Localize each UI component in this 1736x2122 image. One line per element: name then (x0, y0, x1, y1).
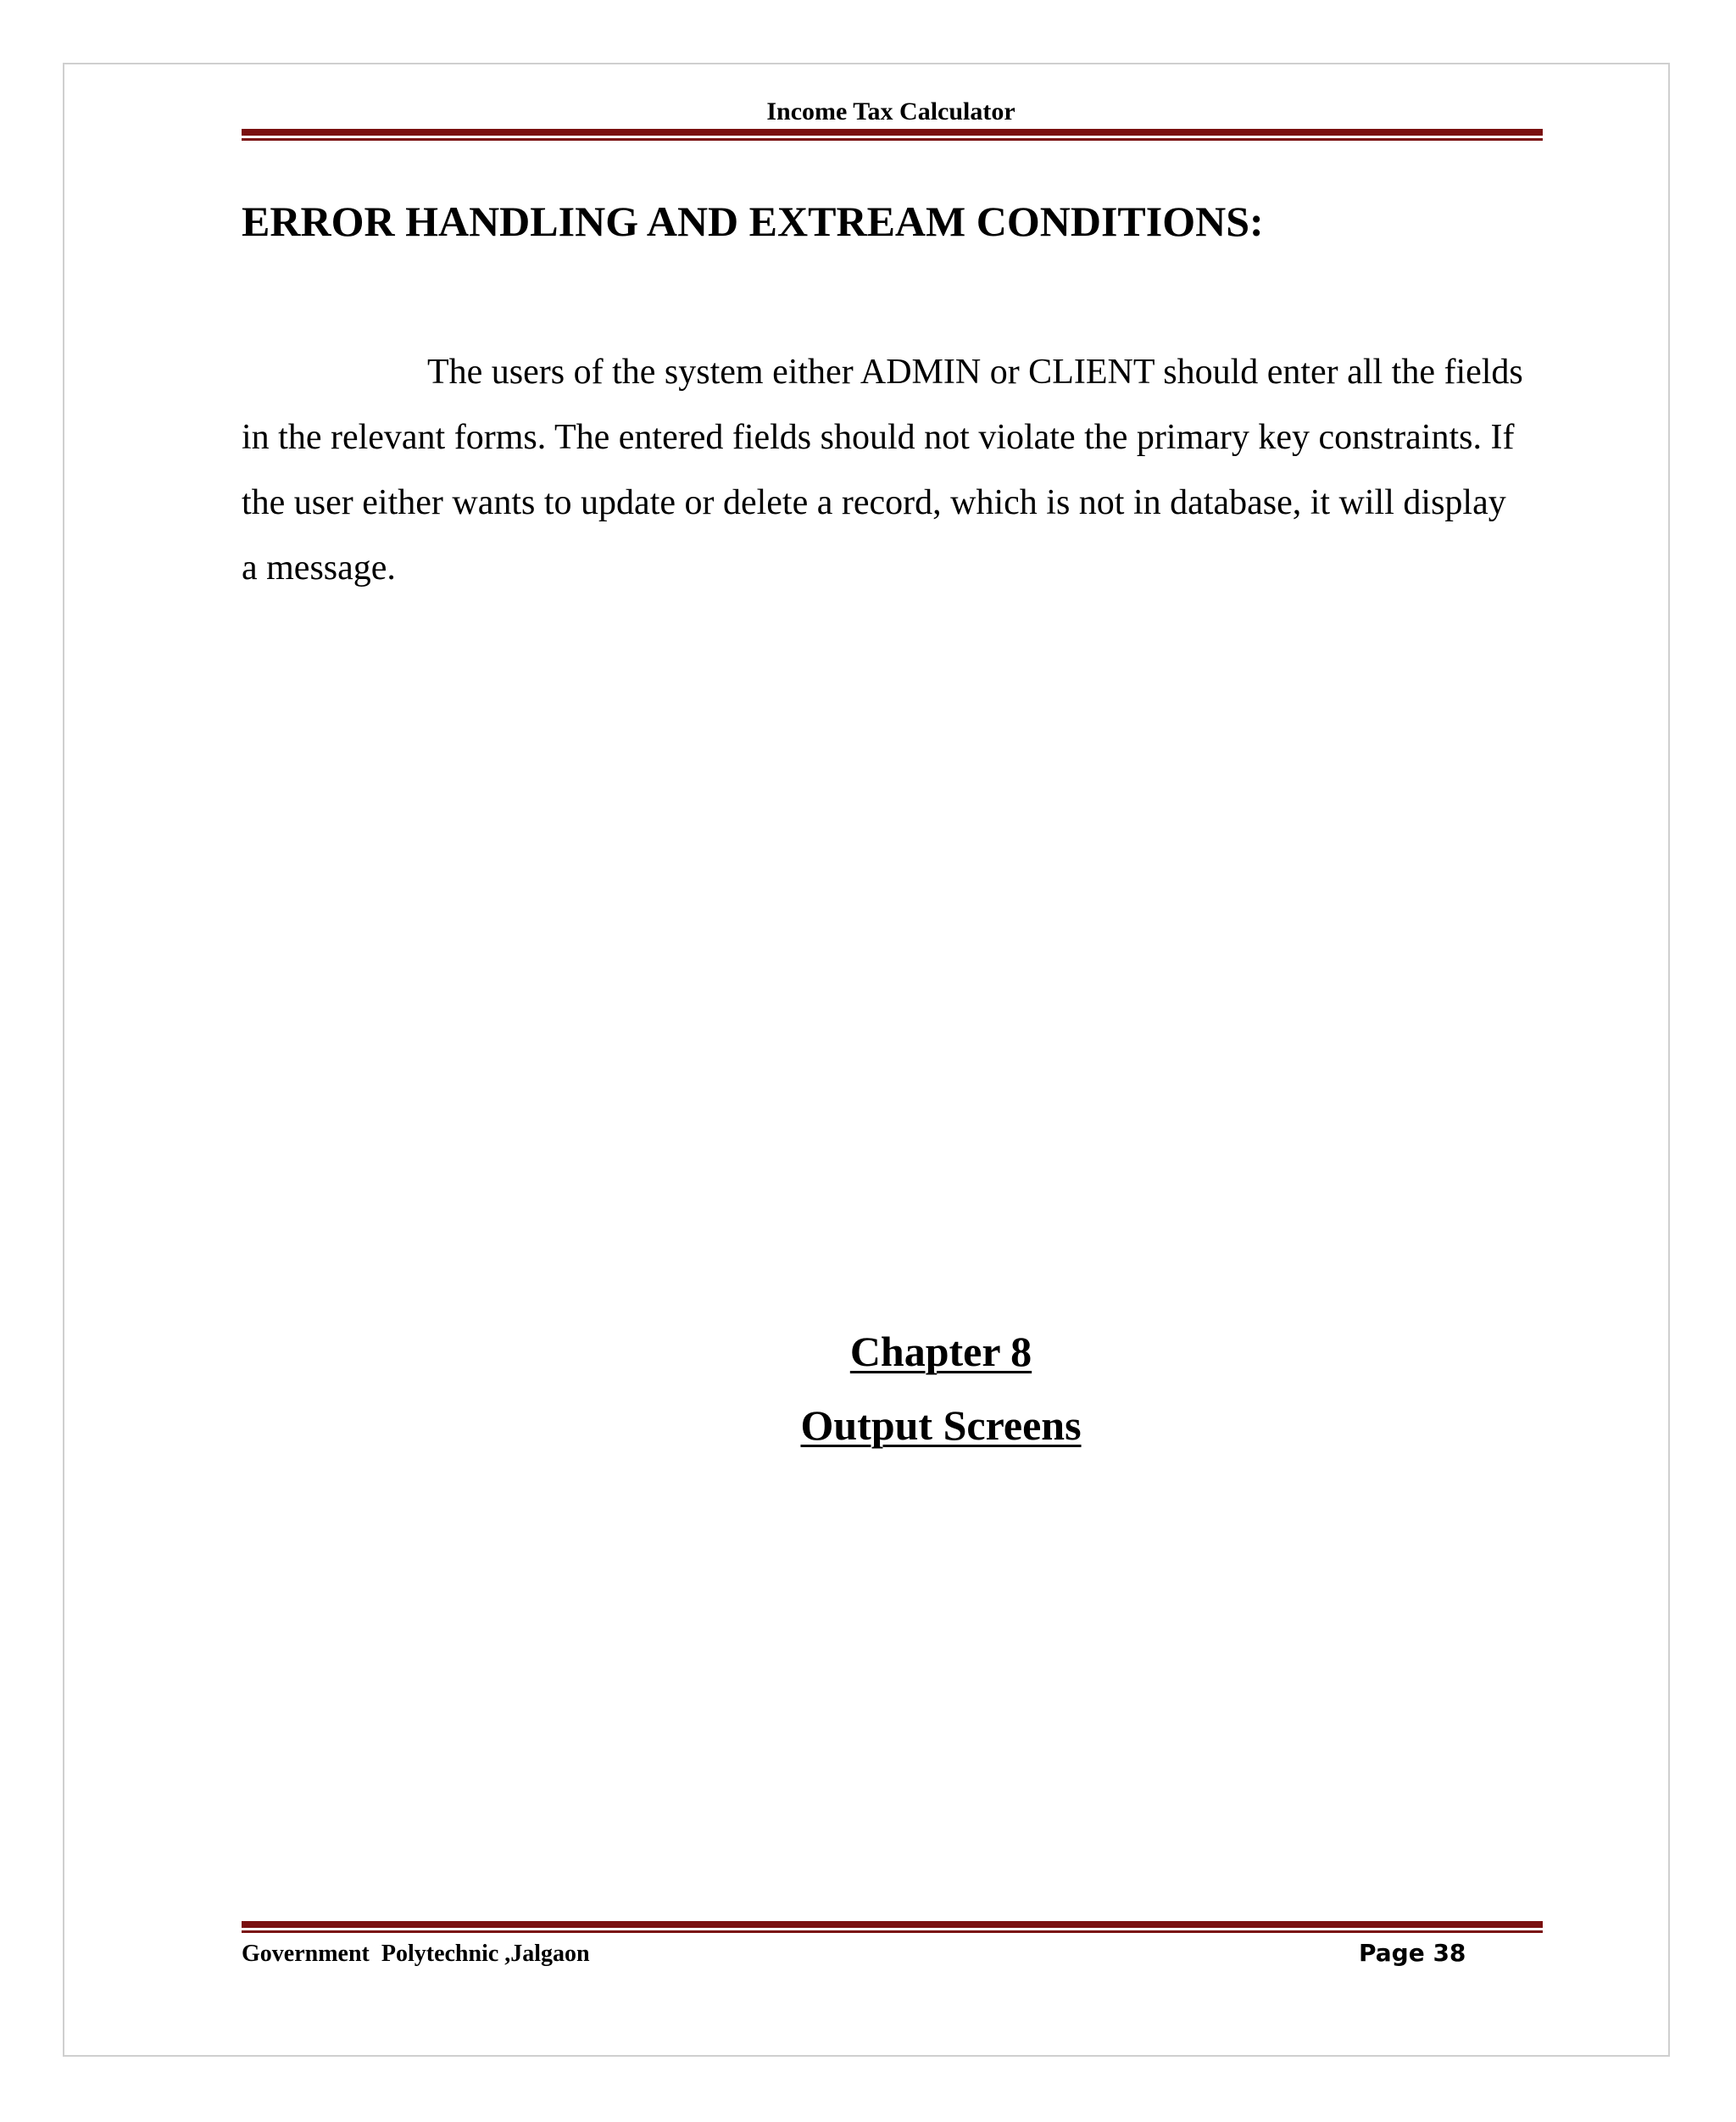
running-header-title: Income Tax Calculator (766, 97, 1015, 125)
footer-rule-thin (242, 1930, 1543, 1933)
footer-page-number: Page 38 (1359, 1939, 1466, 1967)
body-paragraph: The users of the system either ADMIN or CLIENT should enter all the fields in the relevant forms. The entered fields should not violate the primary key constraints. If the user either wants to update or delete a record, which is not in database, it will display a message. (242, 353, 1523, 588)
chapter-title: Output Screens (800, 1401, 1082, 1449)
header-rule-thick (242, 129, 1543, 136)
section-heading: ERROR HANDLING AND EXTREAM CONDITIONS: (242, 198, 1264, 245)
header-rule-thin (242, 138, 1543, 141)
footer-rule-thick (242, 1921, 1543, 1928)
chapter-number: Chapter 8 (849, 1328, 1032, 1375)
footer-institution: Government Polytechnic ,Jalgaon (242, 1941, 590, 1967)
